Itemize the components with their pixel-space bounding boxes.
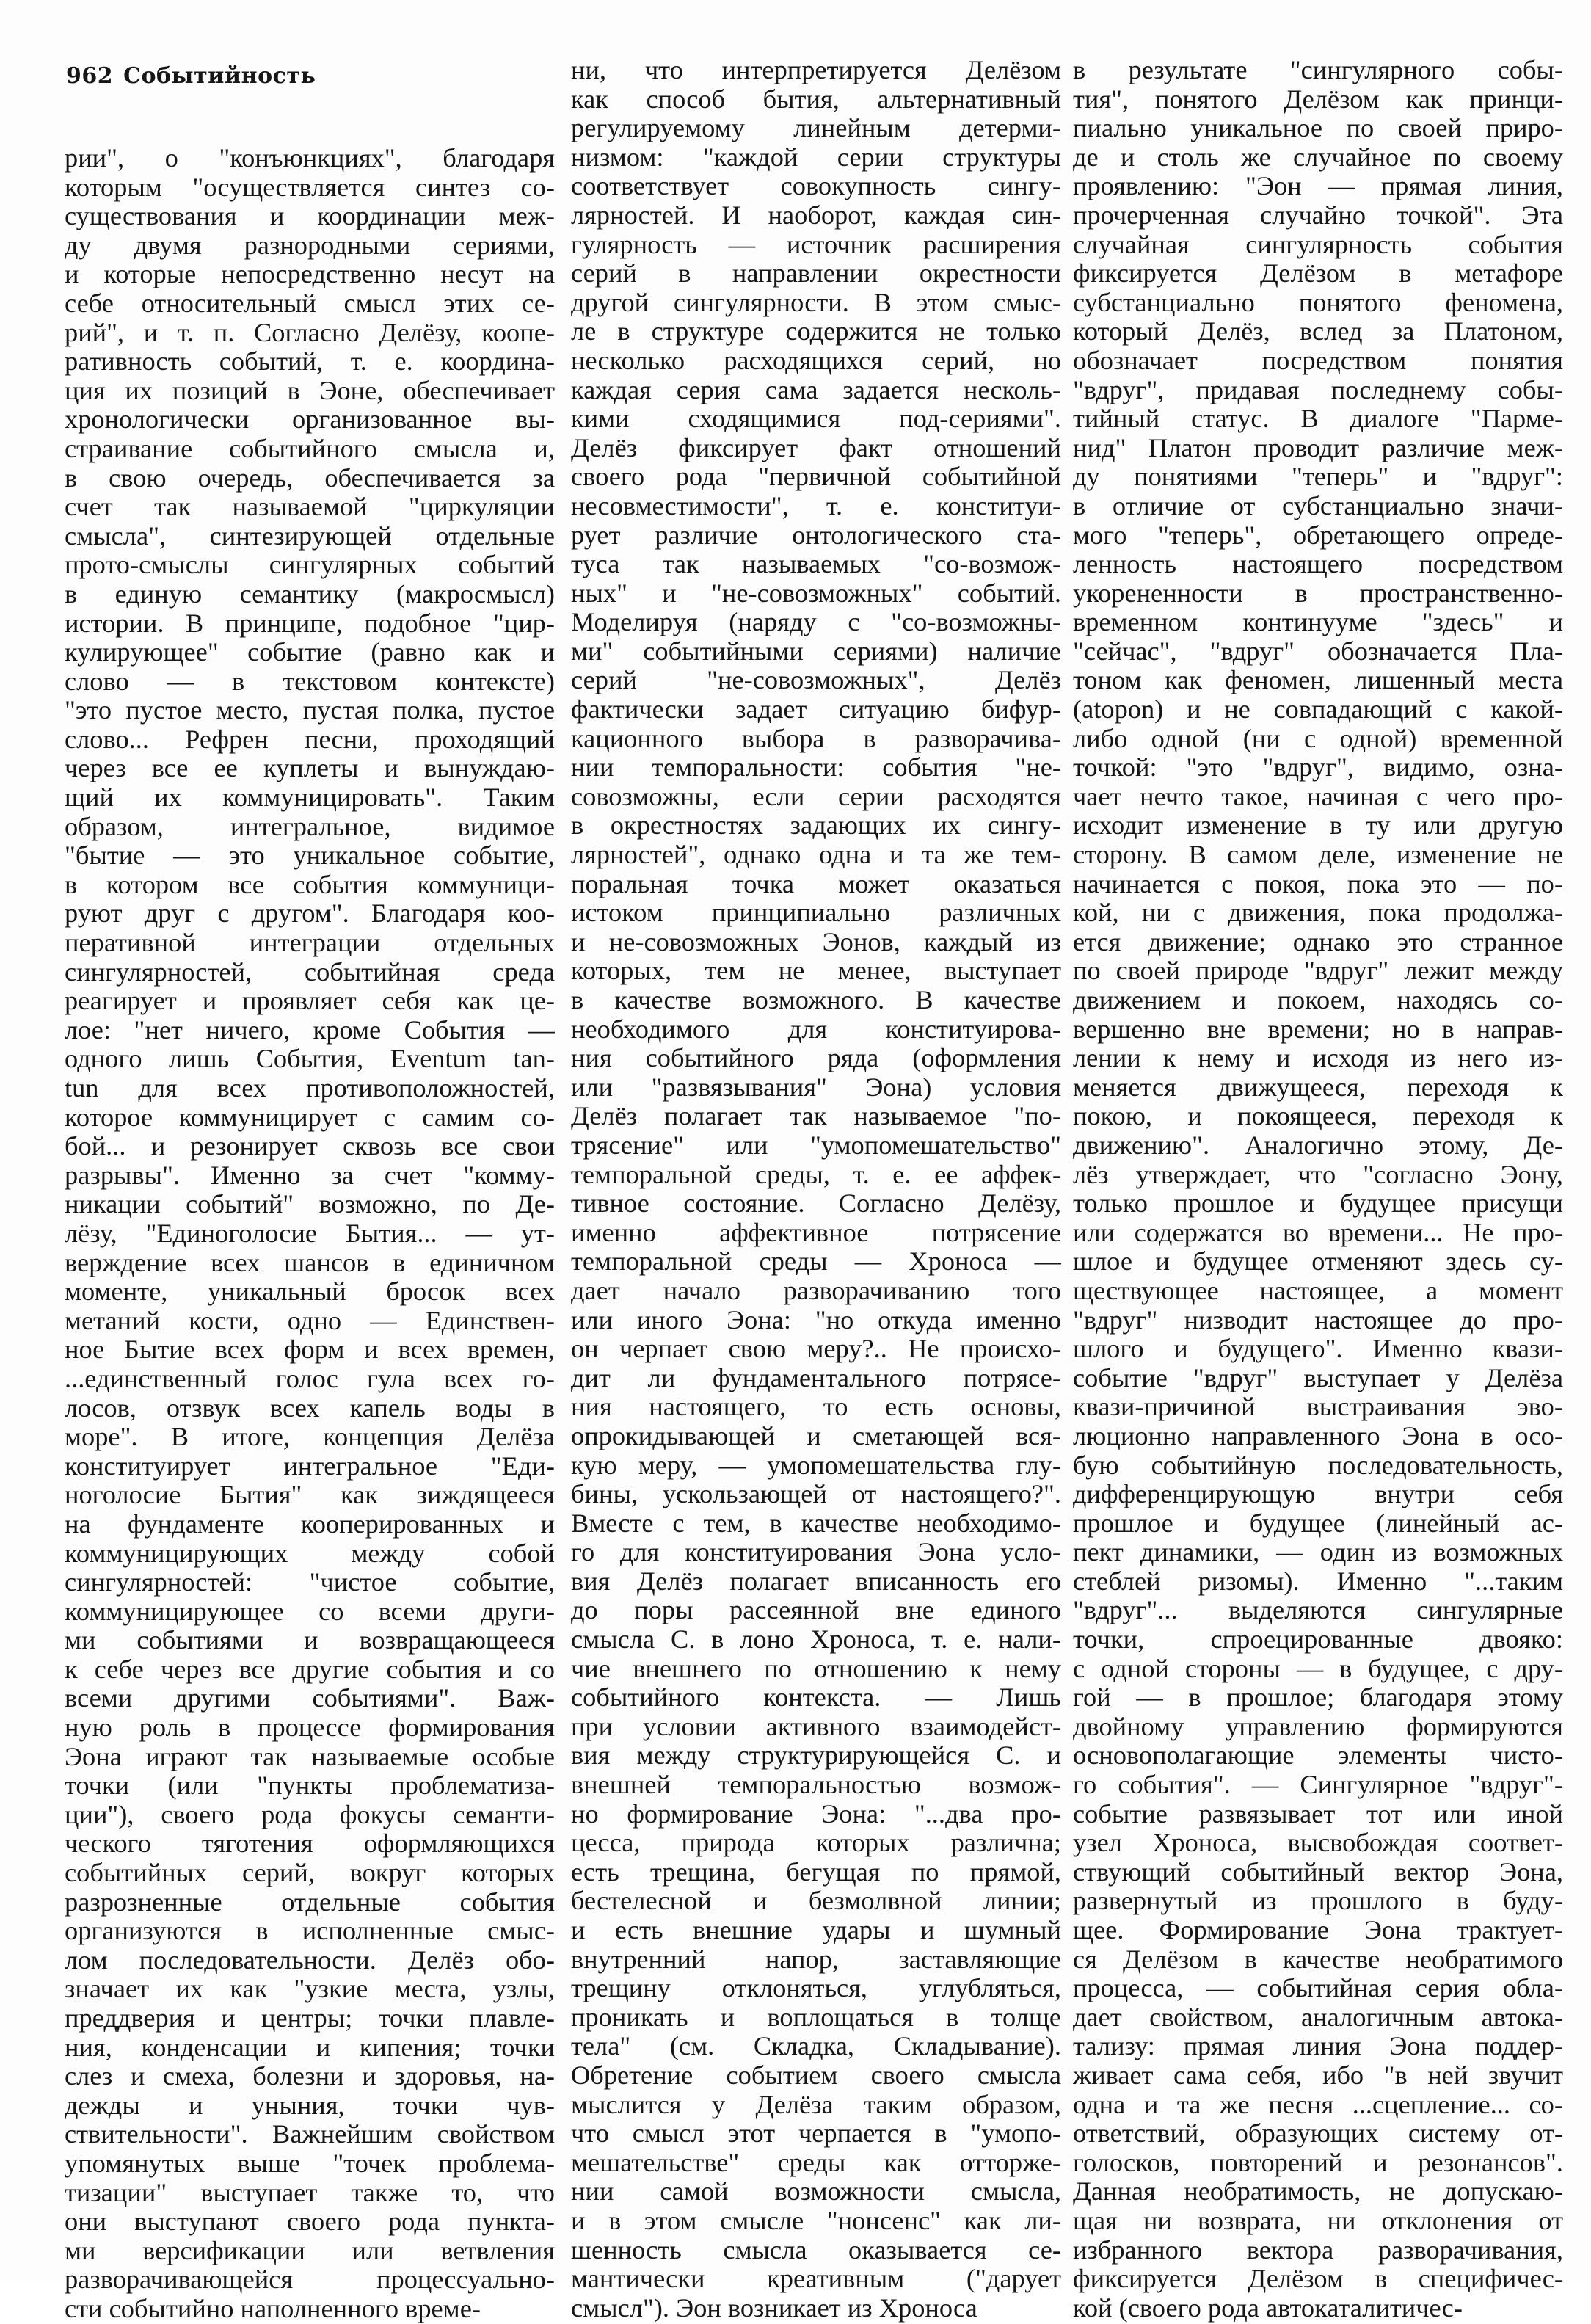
text-line: Моделируя (наряду с "со-возможны- [571,608,1061,637]
text-line: внешней темпоральностью возмож- [571,1771,1061,1800]
text-line: и в этом смысле "нонсенс" как ли- [571,2206,1061,2235]
running-head [66,63,316,89]
text-line: ле в структуре содержится не только [571,317,1061,346]
text-line: по своей природе "вдруг" лежит между [1073,956,1563,986]
text-line: гулярность — источник расширения [571,230,1061,259]
text-line: "вдруг" низводит настоящее до про- [1073,1305,1563,1335]
text-line: ную роль в процессе формирования [65,1713,555,1743]
text-line: стеблей ризомы). Именно "...таким [1073,1566,1563,1596]
text-line: событийного контекста. — Лишь [571,1683,1061,1713]
text-line: в единую семантику (макросмысл) [65,579,555,609]
text-line: мого "теперь", обретающего опреде- [1073,520,1563,550]
text-line: проникать и воплощаться в толще [571,2002,1061,2032]
text-line: трещину отклоняться, углубляться, [571,1974,1061,2003]
text-line: вершенно вне времени; но в направ- [1073,1014,1563,1044]
text-line: проявлению: "Эон — прямая линия, [1073,172,1563,201]
text-line: себе относительный смысл этих се- [65,288,555,318]
text-line: точки, спроецированные двояко: [1073,1625,1563,1655]
text-line: временном континууме "здесь" и [1073,608,1563,637]
text-line: истории. В принципе, подобное "цир- [65,609,555,638]
text-line: темпоральной среды, т. е. ее аффек- [571,1160,1061,1189]
text-line: поральная точка может оказаться [571,869,1061,898]
text-line: укорененности в пространственно- [1073,578,1563,608]
text-line: Вместе с тем, в качестве необходимо- [571,1508,1061,1538]
text-line: в результате "сингулярного собы- [1073,56,1563,84]
text-line: меняется движущееся, переходя к [1073,1072,1563,1102]
text-line: серий в направлении окрестности [571,259,1061,288]
text-line: ленность настоящего посредством [1073,550,1563,579]
text-line: и не-совозможных Эонов, каждый из [571,927,1061,956]
text-line: ния событийного ряда (оформления [571,1044,1061,1073]
text-line: ответствий, образующих систему от- [1073,2119,1563,2149]
text-line: коммуницирующее со всеми други- [65,1597,555,1626]
text-line: двойному управлению формируются [1073,1712,1563,1741]
text-line: слез и смеха, болезни и здоровья, на- [65,2062,555,2091]
text-line: Данная необратимость, не допускаю- [1073,2177,1563,2207]
text-line: кулирующее" событие (равно как и [65,638,555,667]
text-line: лосов, отзвук всех капель воды в [65,1393,555,1423]
text-line: верждение всех шансов в единичном [65,1248,555,1277]
text-line: истоком принципиально различных [571,898,1061,928]
text-line: "вдруг"... выделяются сингулярные [1073,1596,1563,1625]
text-line: пиально уникальное по своей приро- [1073,114,1563,143]
text-line: "сейчас", "вдруг" обозначается Пла- [1073,636,1563,666]
text-line: го события". — Сингулярное "вдруг"- [1073,1771,1563,1800]
text-line: которым "осуществляется синтез со- [65,173,555,202]
text-line: ся Делёзом в качестве необратимого [1073,1944,1563,1974]
text-line: кими сходящимися под-сериями". [571,404,1061,434]
text-line: прочерченная случайно точкой". Эта [1073,200,1563,230]
text-line: чает нечто такое, начиная с чего про- [1073,782,1563,811]
text-line: Делёз фиксирует факт отношений [571,433,1061,462]
text-line: лёз утверждает, что "согласно Эону, [1073,1160,1563,1189]
text-line: начинается с покоя, пока это — по- [1073,869,1563,898]
text-line: го для конституирования Эона усло- [571,1538,1061,1567]
text-line: тизации" выступает также то, что [65,2178,555,2207]
text-line: дит ли фундаментального потрясе- [571,1363,1061,1392]
text-line: соответствует совокупность сингу- [571,172,1061,201]
text-line: своего рода "первичной событийной [571,462,1061,492]
text-line: гой — в прошлое; благодаря этому [1073,1683,1563,1713]
text-line: ции"), своего рода фокусы семанти- [65,1800,555,1829]
text-line: как способ бытия, альтернативный [571,84,1061,114]
text-line: ния, конденсации и кипения; точки [65,2033,555,2062]
text-line: хронологически организованное вы- [65,405,555,435]
text-line: к себе через все другие события и со [65,1655,555,1684]
text-line: упомянутых выше "точек проблема- [65,2149,555,2178]
text-line: бой... и резонирует сквозь все свои [65,1132,555,1161]
text-line: щая ни возврата, ни отклонения от [1073,2206,1563,2235]
text-line: цесса, природа которых различна; [571,1829,1061,1858]
text-line: с одной стороны — в будущее, с дру- [1073,1654,1563,1683]
text-line: другой сингулярности. В этом смыс- [571,288,1061,317]
text-line: или "развязывания" Эона) условия [571,1072,1061,1102]
text-line: щее. Формирование Эона трактует- [1073,1916,1563,1944]
text-line: обозначает посредством понятия [1073,346,1563,375]
text-line: образом, интегральное, видимое [65,812,555,841]
text-line: смысла", синтезирующей отдельные [65,521,555,551]
text-line: ных" и "не-совозможных" событий. [571,578,1061,608]
text-line: шлое и будущее отменяют здесь су- [1073,1247,1563,1277]
text-line: процесса, — событийная серия обла- [1073,1974,1563,2003]
text-line: нии темпоральности: события "не- [571,753,1061,782]
text-line: ется движение; однако это странное [1073,927,1563,956]
text-line: нид" Платон проводит различие меж- [1073,433,1563,462]
text-line: лое: "нет ничего, кроме События — [65,1015,555,1045]
text-line: лярностей. И наоборот, каждая син- [571,200,1061,230]
text-line: тоном как феномен, лишенный места [1073,666,1563,695]
text-line: "бытие — это уникальное событие, [65,841,555,871]
text-column-right [1073,56,1563,2323]
text-line: руют друг с другом". Благодаря коо- [65,899,555,929]
text-line: есть трещина, бегущая по прямой, [571,1857,1061,1887]
text-line: рии", о "конъюнкциях", благодаря [65,144,555,173]
text-line: коммуницирующих между собой [65,1539,555,1568]
text-line: прошлое и будущее (линейный ас- [1073,1508,1563,1538]
text-line: ноголосие Бытия" как зиждящееся [65,1481,555,1510]
text-line: рует различие онтологического ста- [571,520,1061,550]
text-line: живает сама себя, ибо "в ней звучит [1073,2060,1563,2090]
text-line: что смысл этот черпается в "умопо- [571,2119,1061,2149]
text-line: значает их как "узкие места, узлы, [65,1975,555,2004]
text-line: чие внешнего по отношению к нему [571,1654,1061,1683]
text-line: щий их коммуницировать". Таким [65,783,555,813]
text-line: люционно направленного Эона в осо- [1073,1421,1563,1450]
text-line: ду понятиями "теперь" и "вдруг": [1073,462,1563,492]
text-line: кой (своего рода автокаталитичес- [1073,2293,1463,2323]
text-line: пект динамики, — один из возможных [1073,1538,1563,1567]
text-line: фактически задает ситуацию бифур- [571,695,1061,725]
text-line: ствительности". Важнейшим свойством [65,2120,555,2149]
text-line: "вдруг", придавая последнему собы- [1073,375,1563,404]
text-line: лом последовательности. Делёз обо- [65,1945,555,1975]
text-line: кационного выбора в разворачива- [571,724,1061,753]
text-line: шлого и будущего". Именно квази- [1073,1335,1563,1364]
text-line: смысла С. в лоно Хроноса, т. е. нали- [571,1625,1061,1655]
text-line: в отличие от субстанциально значи- [1073,491,1563,520]
text-line: страивание событийного смысла и, [65,434,555,463]
text-line: реагирует и проявляет себя как це- [65,987,555,1016]
text-line: тела" (см. Складка, Складывание). [571,2032,1061,2061]
text-line: субстанциально понятого феномена, [1073,288,1563,317]
text-line: перативной интеграции отдельных [65,929,555,958]
text-line: разрывы". Именно за счет "комму- [65,1161,555,1190]
text-line: конституирует интегральное "Еди- [65,1451,555,1481]
text-line: дает свойством, аналогичным автока- [1073,2002,1563,2032]
text-line: ни, что интерпретируется Делёзом [571,56,1061,84]
section-title: Событийность [123,63,316,89]
text-line: никации событий" возможно, по Де- [65,1190,555,1219]
text-line: регулируемому линейным детерми- [571,114,1061,143]
text-line: внутренний напор, заставляющие [571,1944,1061,1974]
text-line: кую меру, — умопомешательства глу- [571,1450,1061,1480]
text-line: но формирование Эона: "...два про- [571,1799,1061,1829]
text-line: слово — в текстовом контексте) [65,667,555,696]
text-line: ду двумя разнородными сериями, [65,230,555,260]
text-line: фиксируется Делёзом в метафоре [1073,259,1563,288]
text-line: сингулярностей: "чистое событие, [65,1568,555,1597]
text-line: событийных серий, вокруг которых [65,1859,555,1888]
text-line: несовместимости", т. е. конституи- [571,491,1061,520]
text-line: до поры рассеянной вне единого [571,1596,1061,1625]
text-line: фиксируется Делёзом в специфичес- [1073,2265,1563,2294]
text-line: море". В итоге, концепция Делёза [65,1423,555,1452]
text-line: только прошлое и будущее присущи [1073,1189,1563,1219]
text-line: лении к нему и исходя из него из- [1073,1044,1563,1073]
text-line: ративность событий, т. е. координа- [65,347,555,377]
text-line: организуются в исполненные смыс- [65,1917,555,1946]
text-line: существования и координации меж- [65,202,555,231]
text-line: тия", понятого Делёзом как принци- [1073,84,1563,114]
text-line: или иного Эона: "но откуда именно [571,1305,1061,1335]
text-line: в котором все события коммуници- [65,870,555,899]
text-line: одна и та же песня ...сцепление... со- [1073,2090,1563,2119]
text-line: сти событийно наполненного време- [65,2294,481,2323]
text-line: в качестве возможного. В качестве [571,986,1061,1014]
text-line: при условии активного взаимодейст- [571,1712,1061,1741]
text-line: (atopon) и не совпадающий с какой- [1073,695,1563,725]
text-line: дежды и уныния, точки чув- [65,2091,555,2120]
page-number: 962 [66,63,114,89]
text-line: которых, тем не менее, выступает [571,956,1061,986]
text-line: квази-причиной выстраивания эво- [1073,1392,1563,1422]
text-line: в окрестностях задающих их сингу- [571,811,1061,840]
text-line: мешательстве" среды как отторже- [571,2148,1061,2177]
text-line: событие развязывает тот или иной [1073,1799,1563,1829]
text-line: ществующее настоящее, а момент [1073,1276,1563,1305]
text-line: метаний кости, одно — Единствен- [65,1306,555,1335]
text-line: ствующий событийный вектор Эона, [1073,1857,1563,1887]
text-line: Обретение событием своего смысла [571,2060,1061,2090]
text-line: преддверия и центры; точки плавле- [65,2004,555,2033]
text-line: Эона играют так называемые особые [65,1742,555,1771]
text-line: дает начало разворачиванию того [571,1276,1061,1305]
text-line: бую событийную последовательность, [1073,1450,1563,1480]
text-line: ми версификации или ветвления [65,2236,555,2265]
text-line: ми" событийными сериями) наличие [571,636,1061,666]
text-line: нии самой возможности смысла, [571,2177,1061,2207]
text-line: ми событиями и возвращающееся [65,1626,555,1655]
text-line: серий "не-совозможных", Делёз [571,666,1061,695]
text-line: ния настоящего, то есть основы, [571,1392,1061,1422]
text-line: лёзу, "Единоголосие Бытия... — ут- [65,1219,555,1248]
text-line: через все ее куплеты и вынуждаю- [65,754,555,783]
text-line: совозможны, если серии расходятся [571,782,1061,811]
text-line: и есть внешние удары и шумный [571,1916,1061,1944]
text-line: движением и покоем, находясь со- [1073,986,1563,1014]
text-line: кой, ни с движения, пока продолжа- [1073,898,1563,928]
text-line: или содержатся во времени... Не про- [1073,1218,1563,1247]
text-line: вия между структурирующейся С. и [571,1741,1061,1771]
text-line: туса так называемых "со-возмож- [571,550,1061,579]
text-line: смысл"). Эон возникает из Хроноса [571,2293,977,2323]
text-line: мантически креативным ("дарует [571,2265,1061,2294]
text-line: избранного вектора разворачивания, [1073,2235,1563,2265]
text-line: сингулярностей, событийная среда [65,957,555,987]
text-line: бины, ускользающей от настоящего?". [571,1480,1061,1509]
text-line: разрозненные отдельные события [65,1887,555,1917]
text-line: необходимого для конституирова- [571,1014,1061,1044]
text-line: в свою очередь, обеспечивается за [65,463,555,493]
text-line: именно аффективное потрясение [571,1218,1061,1247]
text-line: Делёз полагает так называемое "по- [571,1102,1061,1131]
text-line: бестелесной и безмолвной линии; [571,1887,1061,1916]
text-line: вия Делёз полагает вписанность его [571,1566,1061,1596]
text-line: узел Хроноса, высвобождая соответ- [1073,1829,1563,1858]
text-line: прото-смыслы сингулярных событий [65,551,555,580]
text-line: слово... Рефрен песни, проходящий [65,725,555,754]
text-line: который Делёз, вслед за Платоном, [1073,317,1563,346]
text-line: тализу: прямая линия Эона поддер- [1073,2032,1563,2061]
text-line: и которые непосредственно несут на [65,260,555,289]
text-line: ...единственный голос гула всех го- [65,1364,555,1393]
text-line: каждая серия сама задается несколь- [571,375,1061,404]
text-line: мыслится у Делёза таким образом, [571,2090,1061,2119]
text-line: либо одной (ни с одной) временной [1073,724,1563,753]
text-line: шенность смысла оказывается се- [571,2235,1061,2265]
text-line: де и столь же случайное по своему [1073,142,1563,172]
text-line: "это пустое место, пустая полка, пустое [65,696,555,725]
text-line: основополагающие элементы чисто- [1073,1741,1563,1771]
text-column-left [65,144,555,2324]
text-line: на фундаменте кооперированных и [65,1509,555,1539]
text-line: точки (или "пункты проблематиза- [65,1771,555,1801]
text-line: разворачивающейся процессуально- [65,2265,555,2295]
text-line: событие "вдруг" выступает у Делёза [1073,1363,1563,1392]
text-line: точкой: "это "вдруг", видимо, озна- [1073,753,1563,782]
text-line: которое коммуницирует с самим со- [65,1103,555,1132]
text-line: сторону. В самом деле, изменение не [1073,840,1563,870]
text-line: всеми другими событиями". Важ- [65,1684,555,1713]
text-line: исходит изменение в ту или другую [1073,811,1563,840]
text-line: он черпает свою меру?.. Не происхо- [571,1335,1061,1364]
text-line: ное Бытие всех форм и всех времен, [65,1335,555,1365]
text-line: тийный статус. В диалоге "Парме- [1073,404,1563,434]
text-line: рий", и т. п. Согласно Делёзу, коопе- [65,318,555,347]
text-line: одного лишь События, Eventum tan- [65,1045,555,1074]
text-line: tun для всех противоположностей, [65,1074,555,1103]
text-line: лярностей", однако одна и та же тем- [571,840,1061,870]
text-line: моменте, уникальный бросок всех [65,1277,555,1307]
text-line: они выступают своего рода пункта- [65,2207,555,2237]
text-line: низмом: "каждой серии структуры [571,142,1061,172]
text-line: ческого тяготения оформляющихся [65,1829,555,1859]
text-line: несколько расходящихся серий, но [571,346,1061,375]
text-line: покою, и покоящееся, переходя к [1073,1102,1563,1131]
text-line: голосков, повторений и резонансов". [1073,2148,1563,2177]
text-line: трясение" или "умопомешательство" [571,1130,1061,1160]
text-column-middle [571,56,1061,2323]
text-line: ция их позиций в Эоне, обеспечивает [65,376,555,405]
text-line: развернутый из прошлого в буду- [1073,1887,1563,1916]
text-line: случайная сингулярность события [1073,230,1563,259]
text-line: опрокидывающей и сметающей вся- [571,1421,1061,1450]
text-line: темпоральной среды — Хроноса — [571,1247,1061,1277]
text-line: дифференцирующую внутри себя [1073,1480,1563,1509]
text-line: тивное состояние. Согласно Делёзу, [571,1189,1061,1219]
text-line: счет так называемой "циркуляции [65,493,555,522]
text-line: движению". Аналогично этому, Де- [1073,1130,1563,1160]
